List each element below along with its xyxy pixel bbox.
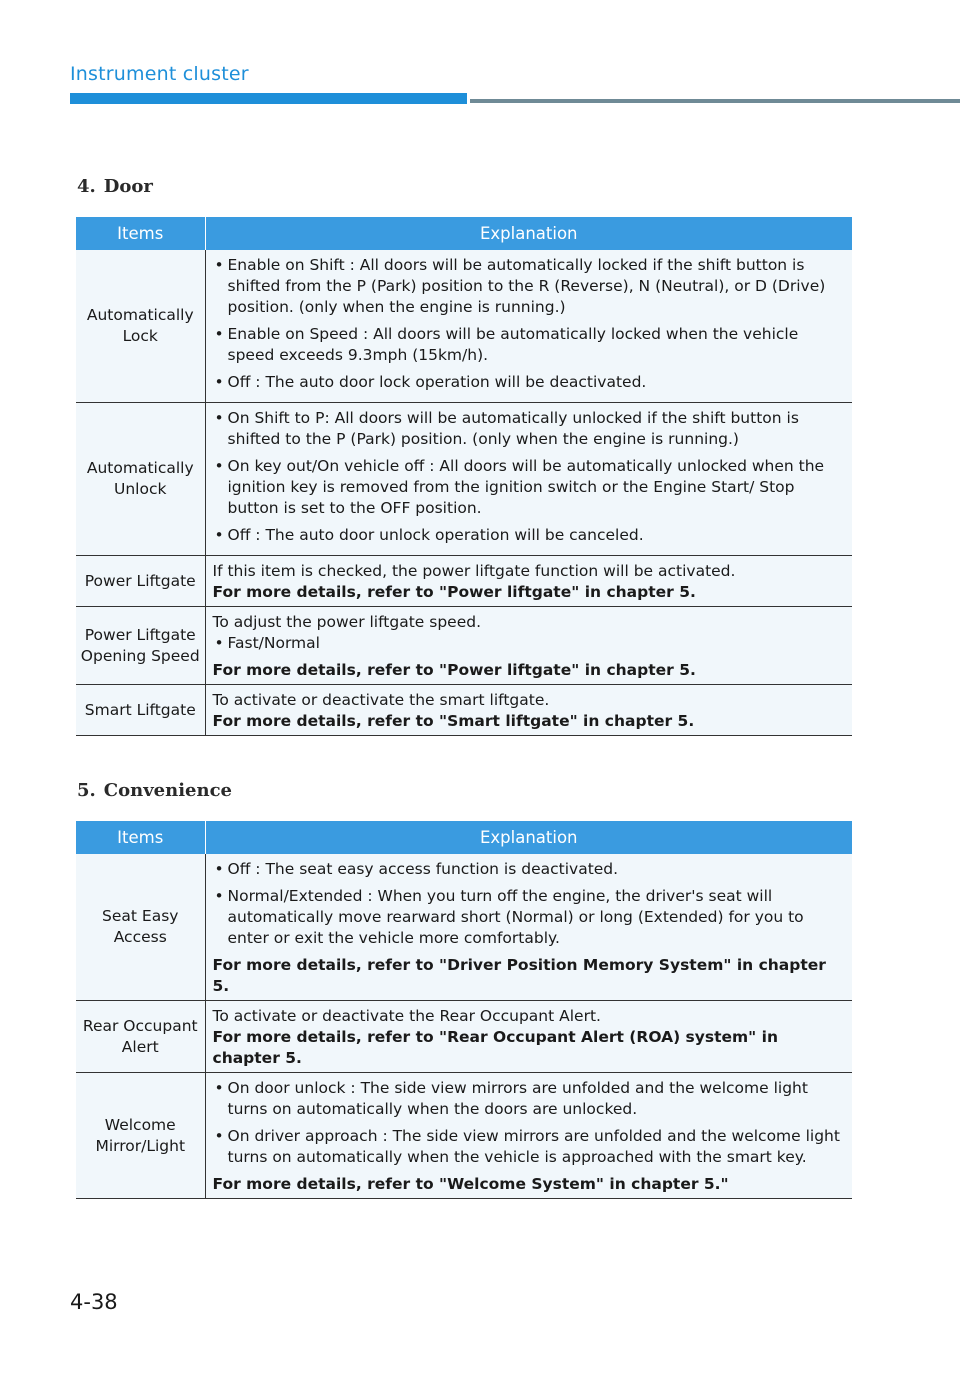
- table-row: [76, 250, 852, 403]
- column-header-items: Items: [76, 821, 205, 854]
- list-item: • On door unlock : The side view mirrors are unfolded and the welcome light turns on automatically when the doors are unlocked.: [213, 1078, 845, 1120]
- table-row: [76, 854, 852, 1001]
- table-row: [76, 1001, 852, 1073]
- header-rule: [470, 99, 960, 103]
- item-cell: Power Liftgate Opening Speed: [76, 607, 205, 685]
- bullet-list: [213, 408, 845, 546]
- header-accent-bar: [70, 93, 467, 104]
- bullet-list: [213, 1078, 845, 1168]
- list-item: • Enable on Speed : All doors will be automatically locked when the vehicle speed exceeds 9.3mph (15km/h).: [213, 324, 845, 366]
- explanation-cell: [205, 854, 852, 1001]
- table-row: [76, 1073, 852, 1199]
- explanation-text: If this item is checked, the power liftgate function will be activated.: [212, 562, 736, 580]
- explanation-cell: [205, 556, 852, 607]
- table-row: [76, 685, 852, 736]
- chapter-reference: For more details, refer to "Rear Occupant Alert (ROA) system" in chapter 5.: [212, 1028, 779, 1067]
- list-item: • Off : The auto door unlock operation will be canceled.: [213, 525, 845, 546]
- section-title: Door: [103, 176, 153, 197]
- table-header-row: [76, 217, 852, 250]
- table-header-row: [76, 821, 852, 854]
- convenience-settings-table: [76, 821, 852, 1199]
- column-header-explanation: Explanation: [205, 217, 852, 250]
- bullet-list: [213, 633, 845, 654]
- list-item: • Off : The seat easy access function is deactivated.: [213, 859, 845, 880]
- explanation-text: To activate or deactivate the smart liftgate.: [212, 691, 550, 709]
- item-cell: Seat Easy Access: [76, 854, 205, 1001]
- chapter-reference: For more details, refer to "Driver Position Memory System" in chapter 5.: [212, 956, 826, 995]
- item-cell: Welcome Mirror/Light: [76, 1073, 205, 1199]
- chapter-reference: For more details, refer to "Power liftgate" in chapter 5.: [212, 583, 696, 601]
- list-item: • On driver approach : The side view mirrors are unfolded and the welcome light turns on automatically when the vehicle is approached with the smart key.: [213, 1126, 845, 1168]
- door-settings-table: [76, 217, 852, 736]
- column-header-explanation: Explanation: [205, 821, 852, 854]
- bullet-list: [213, 859, 845, 949]
- column-header-items: Items: [76, 217, 205, 250]
- table-row: [76, 607, 852, 685]
- explanation-cell: [205, 1001, 852, 1073]
- list-item: • Enable on Shift : All doors will be automatically locked if the shift button is shifted from the P (Park) position to the R (Reverse), N (Neutral), or D (Drive) position. (only when the engine is running.): [213, 255, 845, 318]
- section-number: 5.: [77, 780, 96, 801]
- section-heading-convenience: [77, 780, 232, 801]
- bullet-list: [213, 255, 845, 393]
- explanation-text: To activate or deactivate the Rear Occupant Alert.: [212, 1007, 601, 1025]
- item-cell: Automatically Unlock: [76, 403, 205, 556]
- list-item: • Normal/Extended : When you turn off the engine, the driver's seat will automatically move rearward short (Normal) or long (Extended) for you to enter or exit the vehicle more comfortably.: [213, 886, 845, 949]
- list-item: • Off : The auto door lock operation will be deactivated.: [213, 372, 845, 393]
- page-number: 4-38: [70, 1290, 118, 1314]
- explanation-cell: [205, 1073, 852, 1199]
- explanation-cell: [205, 607, 852, 685]
- explanation-cell: [205, 250, 852, 403]
- item-cell: Automatically Lock: [76, 250, 205, 403]
- item-cell: Smart Liftgate: [76, 685, 205, 736]
- section-number: 4.: [77, 176, 96, 197]
- section-heading-door: [77, 176, 153, 197]
- explanation-cell: [205, 685, 852, 736]
- list-item: • Fast/Normal: [213, 633, 845, 654]
- chapter-title: Instrument cluster: [70, 63, 249, 85]
- item-cell: Power Liftgate: [76, 556, 205, 607]
- chapter-reference: For more details, refer to "Power liftgate" in chapter 5.: [212, 661, 696, 679]
- chapter-reference: For more details, refer to "Welcome System" in chapter 5.": [212, 1175, 729, 1193]
- table-row: [76, 556, 852, 607]
- list-item: • On Shift to P: All doors will be automatically unlocked if the shift button is shifted to the P (Park) position. (only when the engine is running.): [213, 408, 845, 450]
- item-cell: Rear Occupant Alert: [76, 1001, 205, 1073]
- section-title: Convenience: [103, 780, 233, 801]
- explanation-cell: [205, 403, 852, 556]
- explanation-text: To adjust the power liftgate speed.: [212, 613, 481, 631]
- table-row: [76, 403, 852, 556]
- chapter-reference: For more details, refer to "Smart liftgate" in chapter 5.: [212, 712, 695, 730]
- list-item: • On key out/On vehicle off : All doors will be automatically unlocked when the ignition key is removed from the ignition switch or the Engine Start/ Stop button is set to the OFF position.: [213, 456, 845, 519]
